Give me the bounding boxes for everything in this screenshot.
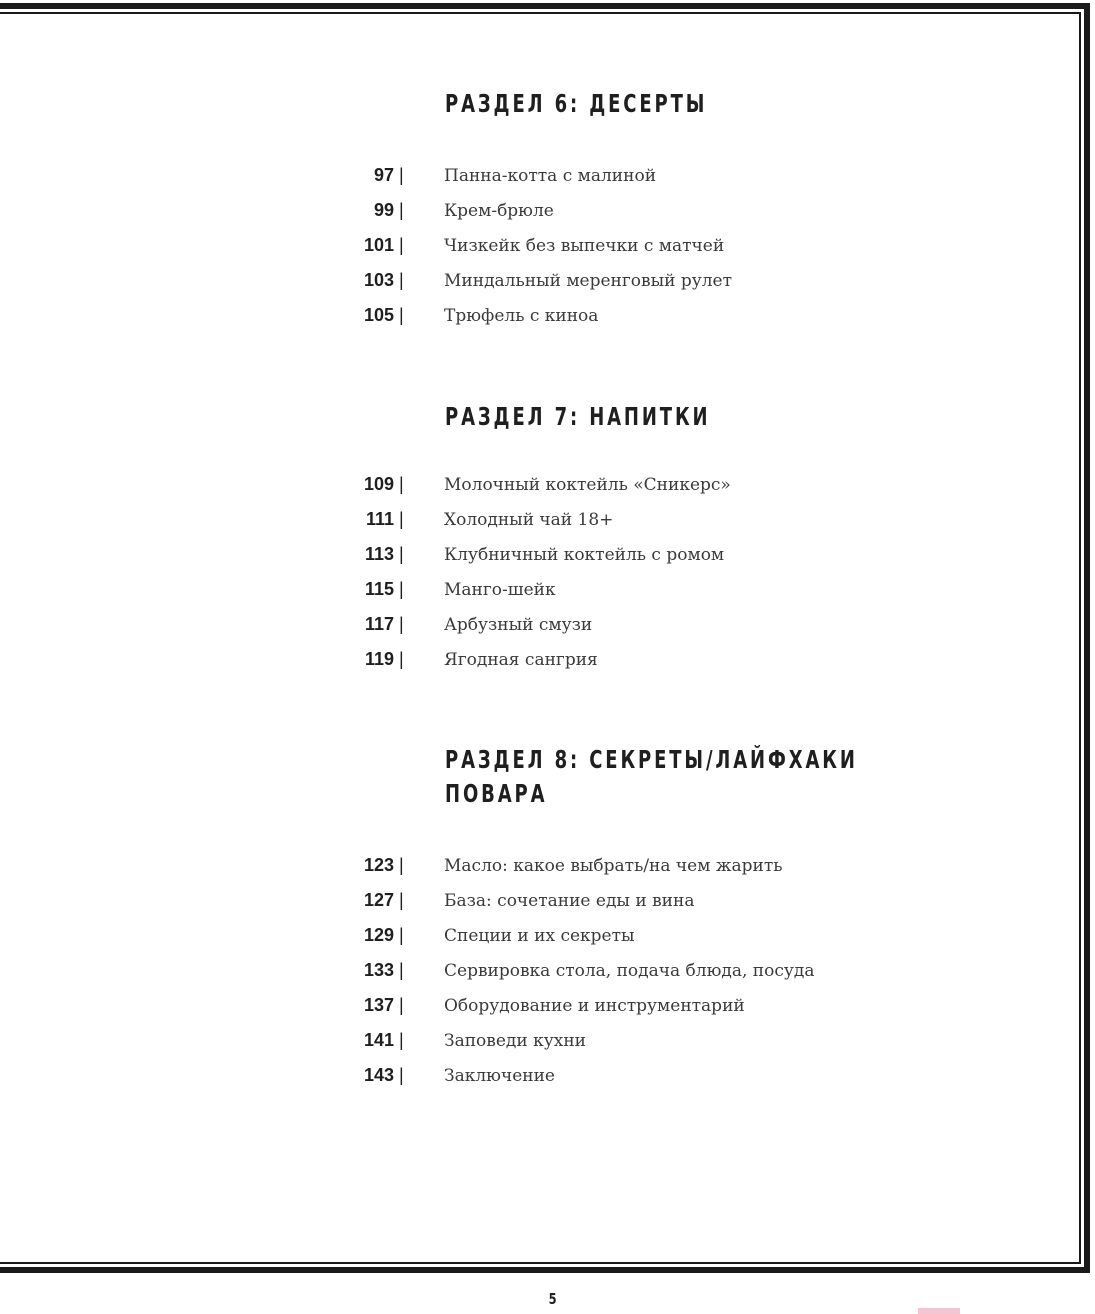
entry-title: Чизкейк без выпечки с матчей [444,236,725,256]
toc-entry[interactable] [0,578,900,613]
page-number: 113 [364,544,394,564]
toc-entry[interactable] [0,854,900,889]
section-title: РАЗДЕЛ 6: ДЕСЕРТЫ [445,89,708,118]
entry-title: Холодный чай 18+ [444,510,614,530]
entry-title: База: сочетание еды и вина [444,891,695,911]
separator: | [399,270,404,290]
separator: | [399,995,404,1015]
toc-list [0,854,900,1099]
toc-entry[interactable] [0,924,900,959]
entry-title: Оборудование и инструментарий [444,996,745,1016]
toc-entry[interactable] [0,304,900,339]
separator: | [399,579,404,599]
entry-title: Масло: какое выбрать/на чем жарить [444,856,783,876]
page-number: 105 [363,305,394,325]
entry-title: Трюфель с киноа [444,306,599,326]
entry-title: Молочный коктейль «Сникерс» [444,475,731,495]
section-title-continued: ПОВАРА [445,779,548,808]
toc-entry[interactable] [0,164,900,199]
entry-title: Заповеди кухни [444,1031,587,1051]
toc-entry[interactable] [0,199,900,234]
separator: | [399,200,404,220]
separator: | [399,235,404,255]
toc-list [0,473,900,683]
page-number: 119 [364,649,394,669]
section-title: РАЗДЕЛ 7: НАПИТКИ [445,402,711,431]
separator: | [399,925,404,945]
separator: | [399,614,404,634]
separator: | [399,960,404,980]
page-number: 109 [363,474,394,494]
page-number: 117 [364,614,394,634]
entry-title: Ягодная сангрия [444,650,598,670]
entry-title: Арбузный смузи [444,615,593,635]
toc-entry[interactable] [0,508,900,543]
section-title: РАЗДЕЛ 8: СЕКРЕТЫ/ЛАЙФХАКИ [445,745,858,774]
page-number: 97 [373,165,394,185]
page-number: 137 [363,995,394,1015]
page-number: 123 [363,855,394,875]
separator: | [399,890,404,910]
entry-title: Заключение [444,1066,555,1086]
entry-title: Манго-шейк [444,580,556,600]
color-tab-marker [918,1308,960,1314]
separator: | [399,474,404,494]
separator: | [399,165,404,185]
toc-entry[interactable] [0,959,900,994]
toc-entry[interactable] [0,613,900,648]
toc-entry[interactable] [0,269,900,304]
page-number: 115 [364,579,394,599]
separator: | [399,305,404,325]
separator: | [399,1065,404,1085]
page-number: 129 [363,925,394,945]
page-number: 127 [363,890,394,910]
toc-list [0,164,900,339]
toc-entry[interactable] [0,234,900,269]
entry-title: Миндальный меренговый рулет [444,271,733,291]
toc-entry[interactable] [0,889,900,924]
entry-title: Панна-котта с малиной [444,166,657,186]
entry-title: Специи и их секреты [444,926,635,946]
separator: | [399,855,404,875]
separator: | [399,1030,404,1050]
toc-entry[interactable] [0,648,900,683]
page-number: 103 [363,270,394,290]
folio-page-number: 5 [548,1290,557,1308]
page-number: 99 [373,200,394,220]
page-number: 111 [365,509,394,529]
toc-entry[interactable] [0,473,900,508]
entry-title: Сервировка стола, подача блюда, посуда [444,961,815,981]
entry-title: Клубничный коктейль с ромом [444,545,725,565]
page-number: 101 [363,235,394,255]
separator: | [399,509,404,529]
toc-entry[interactable] [0,1064,900,1099]
entry-title: Крем-брюле [444,201,554,221]
page-number: 143 [363,1065,394,1085]
separator: | [399,544,404,564]
page-number: 133 [363,960,394,980]
toc-entry[interactable] [0,994,900,1029]
separator: | [399,649,404,669]
page-number: 141 [363,1030,394,1050]
toc-entry[interactable] [0,543,900,578]
toc-entry[interactable] [0,1029,900,1064]
